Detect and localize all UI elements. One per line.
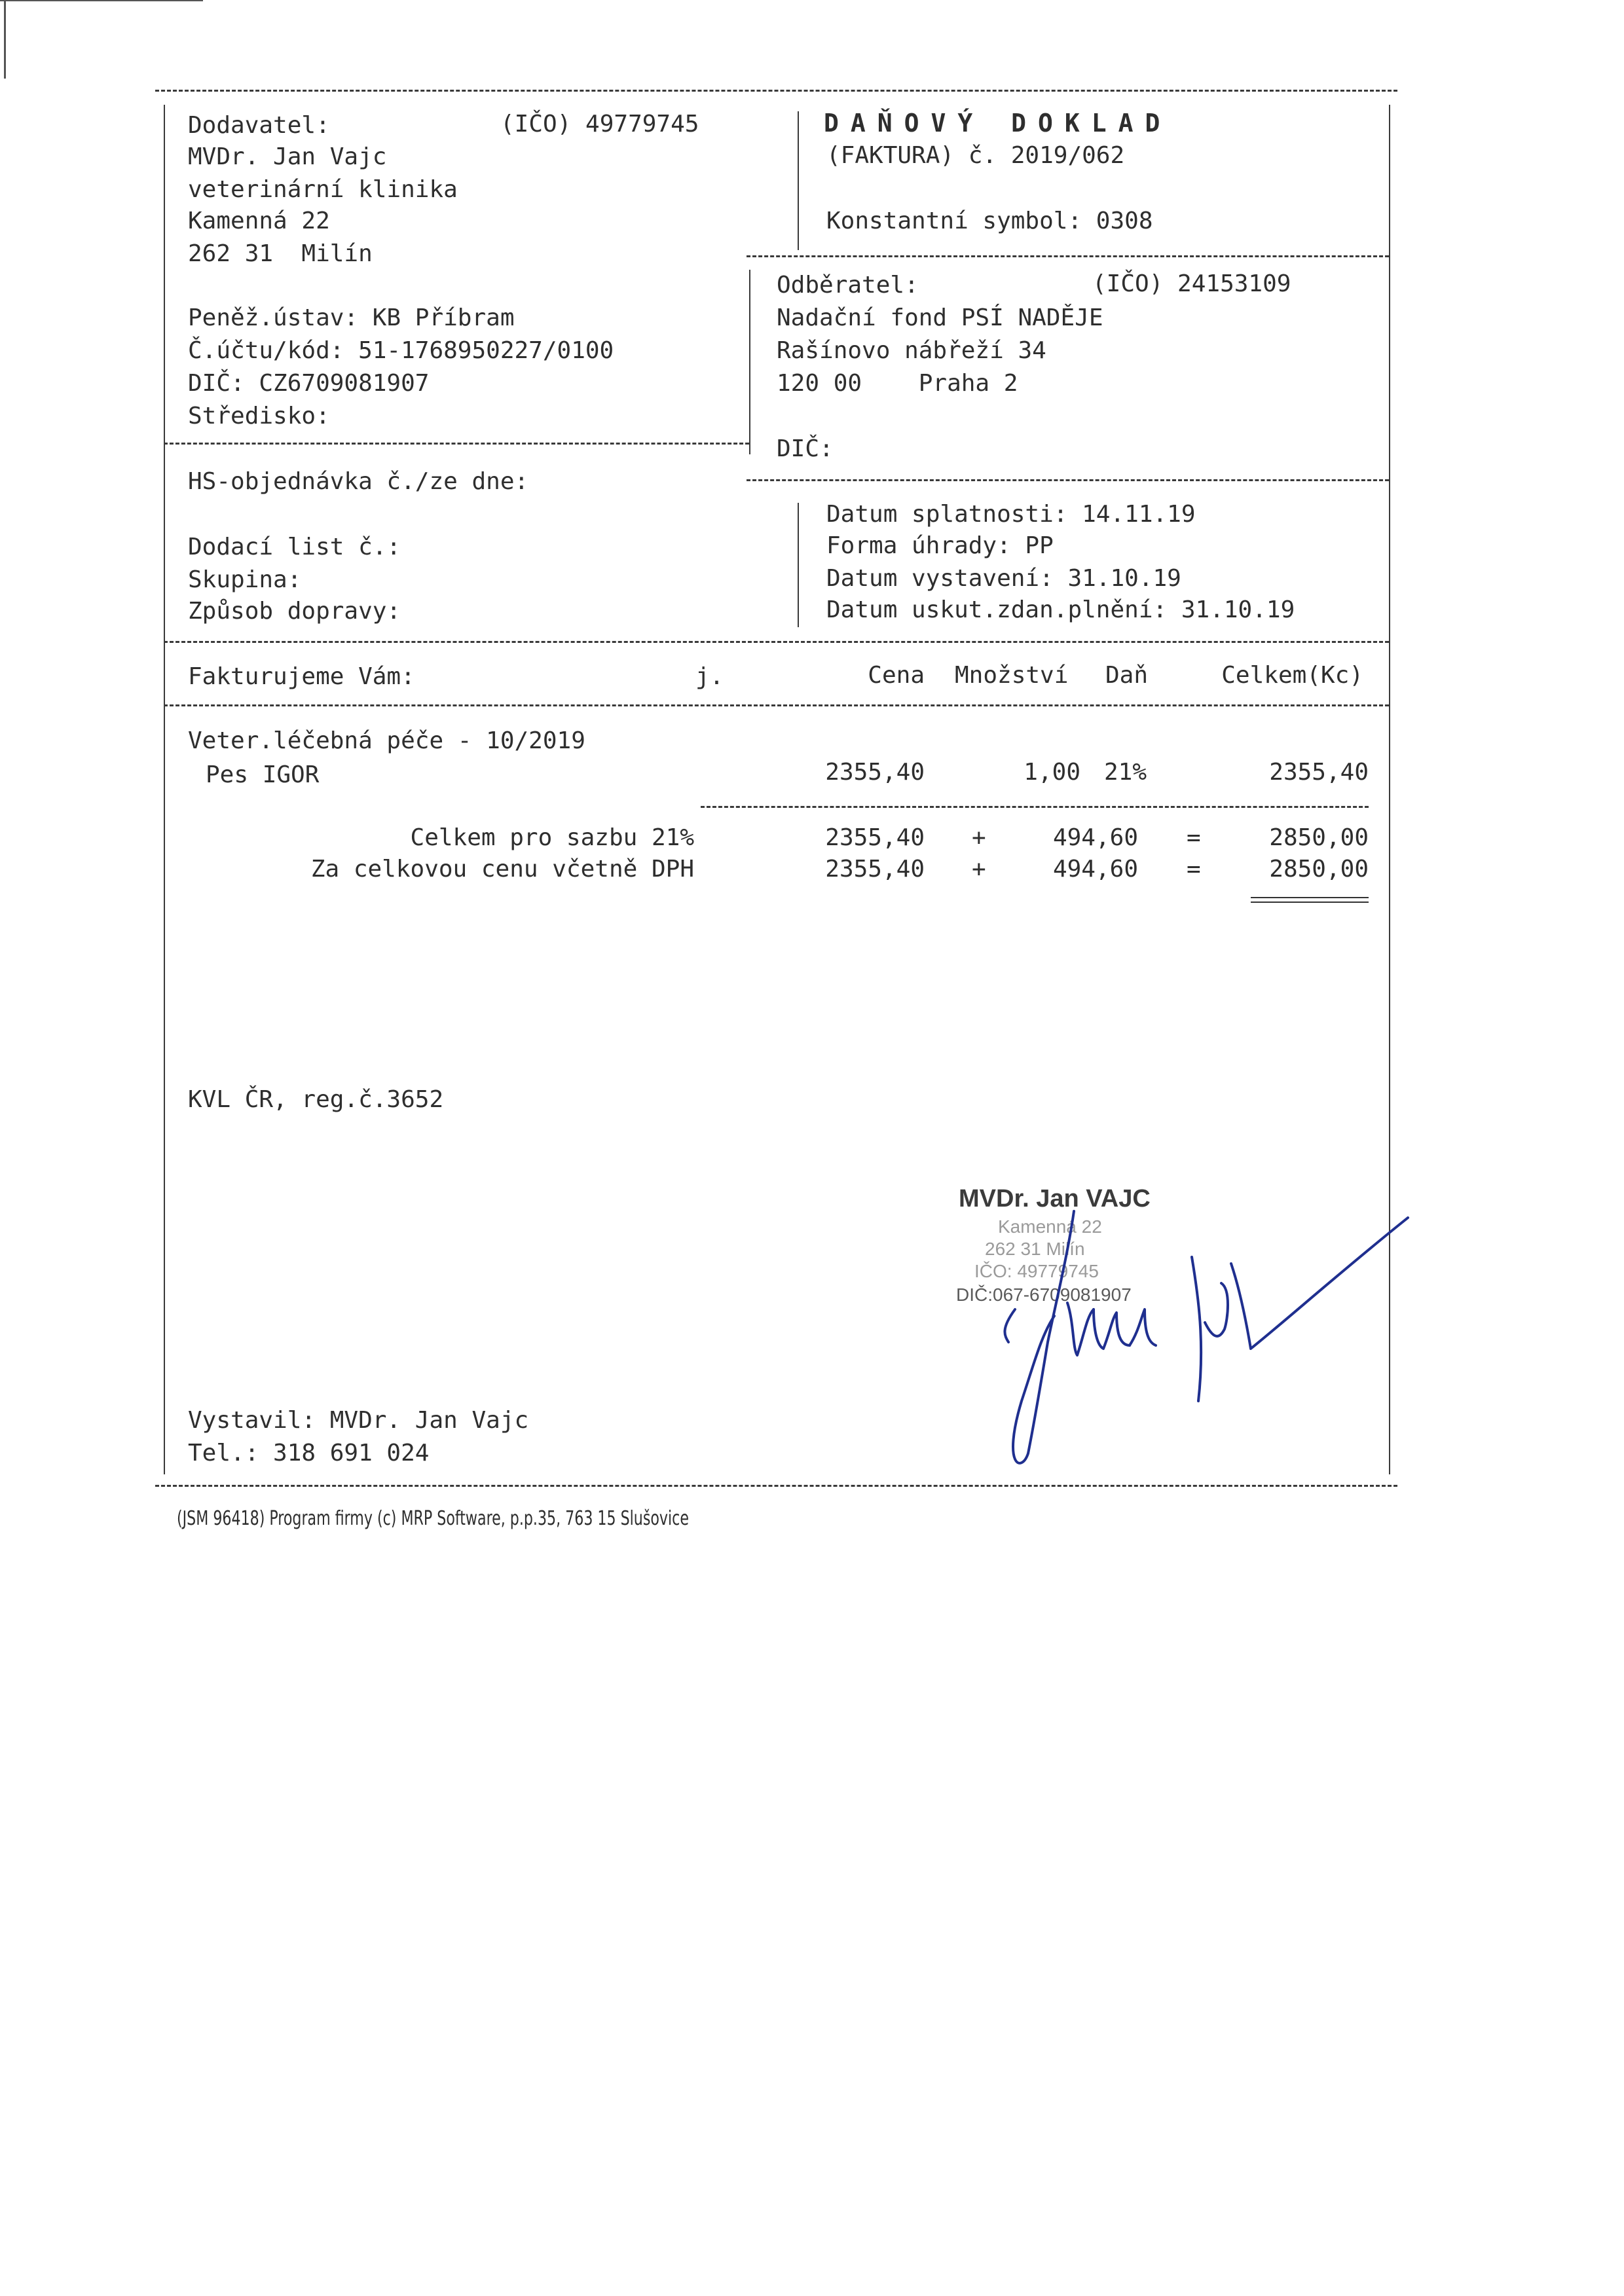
supplier-center: Středisko: [188, 403, 330, 429]
summary-vat: 494,60 [1052, 856, 1138, 883]
delivery-note: Dodací list č.: [188, 534, 401, 560]
table-header-qty: Množství [955, 662, 1069, 689]
hs-order: HS-objednávka č./ze dne: [188, 468, 529, 495]
customer-dic: DIČ: [777, 435, 834, 462]
stamp-name: MVDr. Jan VAJC [959, 1185, 1151, 1212]
scan-corner-edge [4, 0, 6, 79]
phone: Tel.: 318 691 024 [188, 1440, 430, 1467]
table-header-total: Celkem(Kc) [1221, 662, 1363, 689]
stamp-dic: DIČ:067-6709081907 [956, 1285, 1132, 1305]
rule-under-table-header [164, 704, 1389, 706]
stamp-city: 262 31 Milín [985, 1239, 1085, 1259]
supplier-account: Č.účtu/kód: 51-1768950227/0100 [188, 337, 614, 364]
payment-divider [798, 503, 799, 627]
summary-base: 2355,40 [825, 856, 925, 883]
customer-city: 120 00 Praha 2 [777, 370, 1018, 397]
stamp-ico: IČO: 49779745 [974, 1261, 1099, 1281]
supplier-city: 262 31 Milín [188, 240, 373, 267]
customer-ico: (IČO) 24153109 [1092, 270, 1291, 297]
summary-equals: = [1187, 824, 1201, 851]
summary-plus: + [972, 856, 986, 883]
summary-label: Za celkovou cenu včetně DPH [310, 856, 694, 883]
transport: Způsob dopravy: [188, 598, 401, 625]
item-price: 2355,40 [825, 759, 925, 786]
bottom-rule [155, 1485, 1397, 1487]
document-title: DAŇOVÝ DOKLAD [824, 109, 1172, 137]
issue-date: Datum vystavení: 31.10.19 [826, 565, 1181, 592]
item-total: 2355,40 [1269, 759, 1369, 786]
summary-plus: + [972, 824, 986, 851]
issued-by: Vystavil: MVDr. Jan Vajc [188, 1407, 529, 1434]
stamp-street: Kamenná 22 [998, 1216, 1102, 1237]
supplier-name: MVDr. Jan Vajc [188, 143, 387, 170]
taxable-date: Datum uskut.zdan.plnění: 31.10.19 [826, 596, 1295, 623]
supplier-ico: (IČO) 49779745 [500, 111, 699, 137]
signature [995, 1205, 1414, 1480]
summary-equals: = [1187, 856, 1201, 883]
customer-label: Odběratel: [777, 272, 919, 299]
table-header-unit: j. [695, 663, 724, 690]
grand-total: 2850,00 [1269, 856, 1369, 883]
top-rule [155, 90, 1397, 92]
supplier-dic: DIČ: CZ6709081907 [188, 370, 430, 397]
rule-under-constant-symbol [747, 255, 1389, 257]
item-tax: 21% [1104, 759, 1147, 786]
scan-corner-mark [0, 0, 203, 80]
total-double-underline [1251, 897, 1369, 903]
supplier-bank: Peněž.ústav: KB Příbram [188, 304, 515, 331]
item-description: Veter.léčebná péče - 10/2019 [188, 727, 585, 754]
rule-under-customer [747, 479, 1389, 481]
customer-divider [749, 270, 750, 454]
item-qty: 1,00 [1024, 759, 1080, 786]
constant-symbol: Konstantní symbol: 0308 [826, 208, 1153, 234]
item-patient: Pes IGOR [206, 761, 320, 788]
supplier-label: Dodavatel: [188, 112, 330, 139]
group: Skupina: [188, 566, 302, 593]
rule-above-table-header [164, 641, 1389, 643]
summary-label: Celkem pro sazbu 21% [410, 824, 694, 851]
document-number: (FAKTURA) č. 2019/062 [826, 142, 1125, 169]
summary-base: 2355,40 [825, 824, 925, 851]
supplier-street: Kamenná 22 [188, 208, 330, 234]
rule-above-summary [701, 806, 1369, 808]
customer-name: Nadační fond PSÍ NADĚJE [777, 304, 1103, 331]
software-footer: (JSM 96418) Program firmy (c) MRP Software, p.p.35, 763 15 Slušovice [177, 1507, 689, 1530]
left-border [164, 105, 165, 1474]
payment-form: Forma úhrady: PP [826, 532, 1054, 559]
summary-total: 2850,00 [1269, 824, 1369, 851]
registration: KVL ČR, reg.č.3652 [188, 1086, 444, 1113]
table-header-price: Cena [868, 662, 925, 689]
header-divider [798, 111, 799, 250]
supplier-type: veterinární klinika [188, 176, 458, 203]
table-header-item: Fakturujeme Vám: [188, 663, 415, 690]
summary-vat: 494,60 [1052, 824, 1138, 851]
due-date: Datum splatnosti: 14.11.19 [826, 501, 1196, 528]
table-header-tax: Daň [1105, 662, 1149, 689]
rule-under-supplier [164, 443, 749, 445]
customer-street: Rašínovo nábřeží 34 [777, 337, 1046, 364]
